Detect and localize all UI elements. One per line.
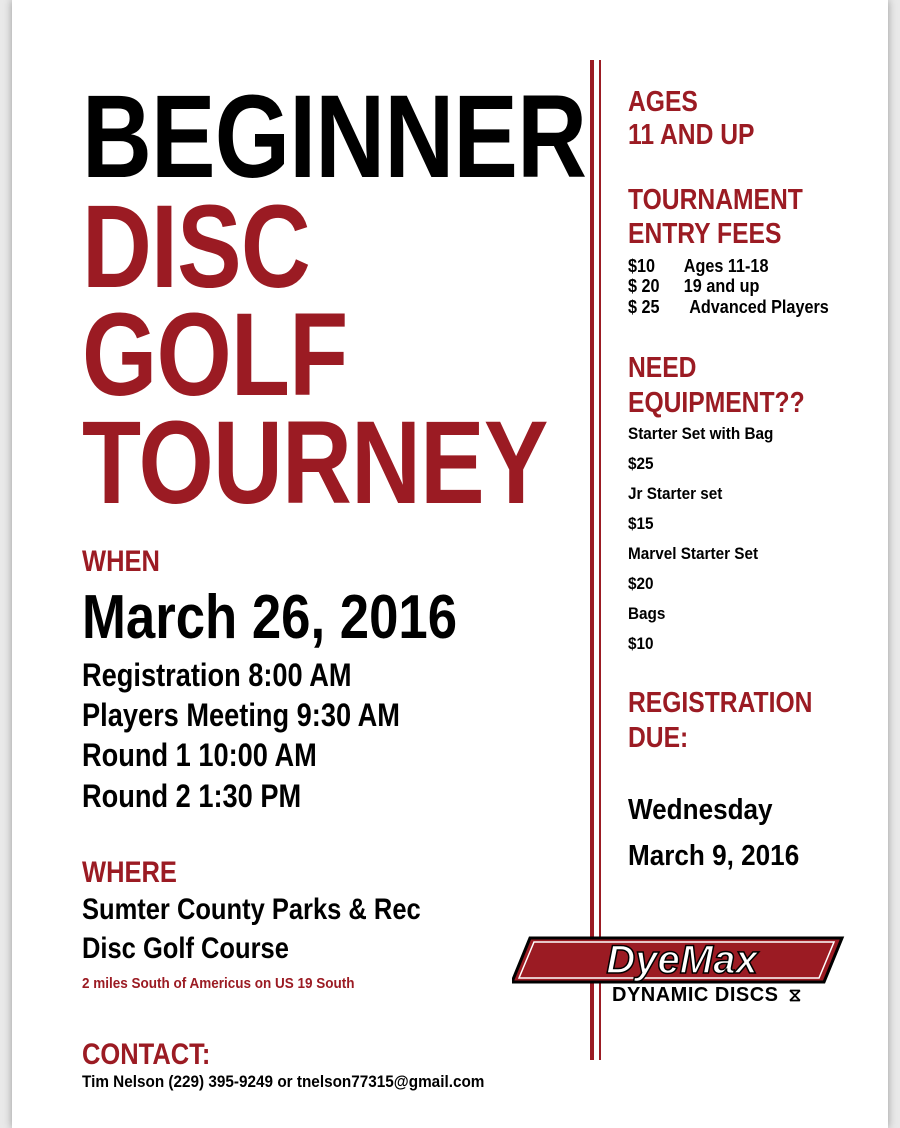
contact-info: Tim Nelson (229) 395-9249 or tnelson77315@gmail.com: [82, 1072, 485, 1091]
fees-heading: TOURNAMENT: [628, 184, 803, 216]
equipment-heading: NEED: [628, 352, 697, 384]
fee-amount: $ 25: [628, 297, 660, 317]
logo-tagline: [612, 984, 802, 1007]
equipment-price: $20: [628, 574, 654, 593]
fees-heading: ENTRY FEES: [628, 218, 782, 250]
column-divider: [599, 60, 601, 1060]
contact-heading: CONTACT:: [82, 1038, 211, 1071]
equipment-price: $10: [628, 634, 654, 653]
schedule-item: Round 1 10:00 AM: [82, 737, 317, 773]
where-line: Sumter County Parks & Rec: [82, 893, 421, 926]
schedule-item: Registration 8:00 AM: [82, 657, 352, 693]
ages-value: 11 AND UP: [628, 119, 755, 151]
fee-label: 19 and up: [683, 276, 760, 296]
fee-label: Ages 11-18: [683, 256, 769, 276]
logo-wordmark: DyeMax: [606, 938, 758, 982]
title-golf: GOLF: [82, 289, 348, 421]
event-date: March 26, 2016: [82, 583, 458, 652]
column-divider: [590, 60, 594, 1060]
equipment-price: $15: [628, 514, 654, 533]
equipment-item: Jr Starter set: [628, 484, 723, 503]
equipment-heading: EQUIPMENT??: [628, 387, 805, 419]
registration-heading: DUE:: [628, 722, 689, 754]
fee-row: [628, 276, 759, 297]
title-disc: DISC: [82, 181, 310, 313]
where-note: 2 miles South of Americus on US 19 South: [82, 975, 355, 992]
equipment-price: $25: [628, 454, 654, 473]
schedule-item: Players Meeting 9:30 AM: [82, 697, 400, 733]
title-beginner: BEGINNER: [82, 71, 587, 203]
fee-row: [628, 256, 768, 277]
fee-amount: $10: [628, 256, 656, 276]
logo-tagline-text: DYNAMIC DISCS: [612, 984, 779, 1006]
title-tourney: TOURNEY: [82, 397, 548, 529]
registration-day: Wednesday: [628, 794, 773, 826]
when-heading: WHEN: [82, 545, 160, 578]
registration-heading: REGISTRATION: [628, 687, 813, 719]
dynamic-discs-icon: ⧖: [788, 985, 802, 1005]
where-heading: WHERE: [82, 856, 177, 889]
equipment-item: Starter Set with Bag: [628, 424, 774, 443]
fee-row: [628, 297, 829, 318]
registration-date: March 9, 2016: [628, 840, 800, 872]
fee-amount: $ 20: [628, 276, 660, 296]
ages-heading: AGES: [628, 86, 698, 118]
flyer-page: [12, 0, 888, 1128]
where-line: Disc Golf Course: [82, 932, 289, 965]
equipment-item: Bags: [628, 604, 666, 623]
schedule-item: Round 2 1:30 PM: [82, 778, 302, 814]
equipment-item: Marvel Starter Set: [628, 544, 759, 563]
fee-label: Advanced Players: [689, 297, 829, 317]
